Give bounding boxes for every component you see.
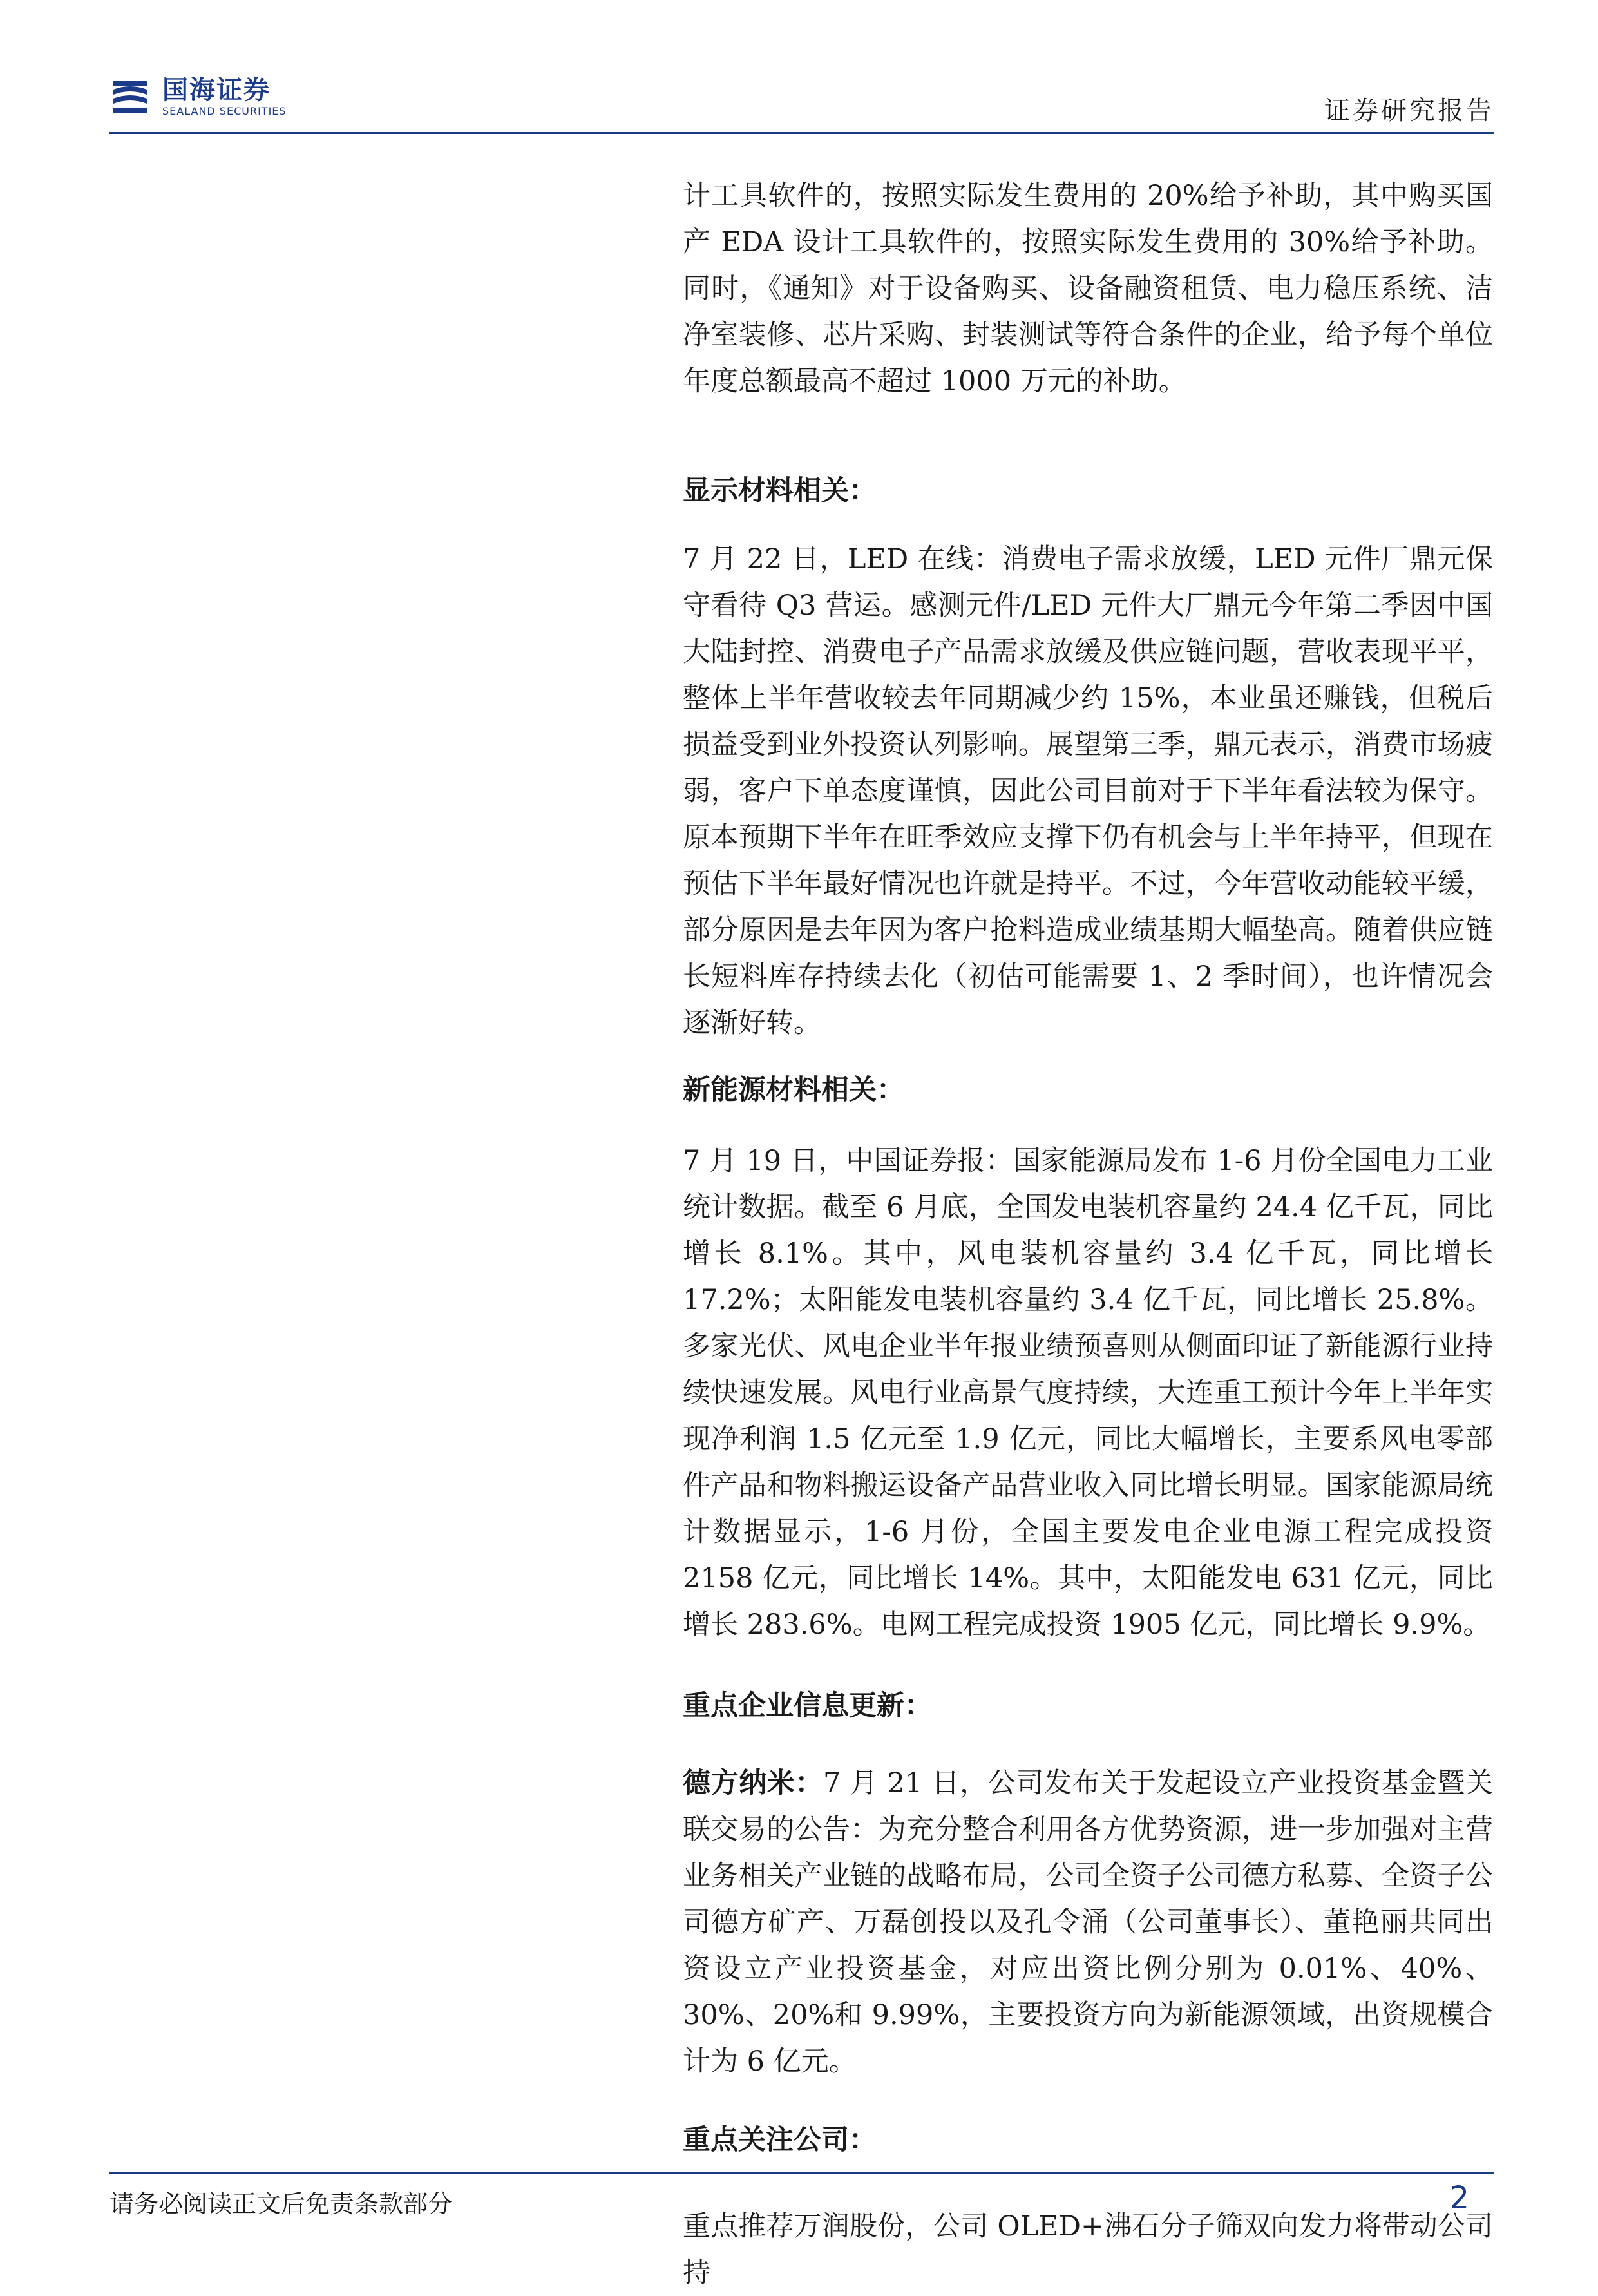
- logo-name-cn: 国海证券: [162, 75, 271, 105]
- page-number: 2: [1449, 2180, 1469, 2216]
- focus-paragraph: 重点推荐万润股份，公司 OLED+沸石分子筛双向发力将带动公司持: [683, 2210, 1493, 2289]
- main-content: [683, 173, 1493, 2296]
- company-logo: [109, 71, 287, 122]
- company-paragraph: [683, 1760, 1493, 2085]
- section-heading-company: 重点企业信息更新：: [683, 1690, 932, 1722]
- sealand-logo-icon: [109, 74, 151, 119]
- page-header: [109, 64, 1494, 135]
- section-heading-display: 显示材料相关：: [683, 475, 877, 507]
- section-heading-focus: 重点关注公司：: [683, 2124, 877, 2156]
- report-type-label: 证券研究报告: [1324, 96, 1494, 126]
- intro-paragraph: 计工具软件的，按照实际发生费用的 20%给予补助，其中购买国产 EDA 设计工具软件的，按照实际发生费用的 30%给予补助。同时，《通知》对于设备购买、设备融资租赁、电力稳压系统、洁净室装修、芯片采购、封装测试等符合条件的企业，给予每个单位年度总额最高不超过 1000 万元的补助。: [683, 180, 1493, 397]
- section-heading-energy: 新能源材料相关：: [683, 1074, 904, 1106]
- company-lead: 德方纳米：: [683, 1767, 824, 1799]
- company-paragraph-text: 7 月 21 日，公司发布关于发起设立产业投资基金暨关联交易的公告：为充分整合利用各方优势资源，进一步加强对主营业务相关产业链的战略布局，公司全资子公司德方私募、全资子公司德方矿产、万磊创投以及孔令涌（公司董事长）、董艳丽共同出资设立产业投资基金，对应出资比例分别为 0.01%、40%、30%、20%和 9.99%，主要投资方向为新能源领域，出资规模合计为 6 亿元。: [683, 1767, 1493, 2078]
- footer-divider: [109, 2172, 1494, 2174]
- header-divider: [109, 132, 1494, 134]
- logo-name-en: SEALAND SECURITIES: [162, 105, 287, 117]
- energy-paragraph: 7 月 19 日，中国证券报：国家能源局发布 1-6 月份全国电力工业统计数据。截至 6 月底，全国发电装机容量约 24.4 亿千瓦，同比增长 8.1%。其中，风电装机容量约 3.4 亿千瓦，同比增长 17.2%；太阳能发电装机容量约 3.4 亿千瓦，同比增长 25.8%。多家光伏、风电企业半年报业绩预喜则从侧面印证了新能源行业持续快速发展。风电行业高景气度持续，大连重工预计今年上半年实现净利润 1.5 亿元至 1.9 亿元，同比大幅增长，主要系风电零部件产品和物料搬运设备产品营业收入同比增长明显。国家能源局统计数据显示，1-6 月份，全国主要发电企业电源工程完成投资 2158 亿元，同比增长 14%。其中，太阳能发电 631 亿元，同比增长 283.6%。电网工程完成投资 1905 亿元，同比增长 9.9%。: [683, 1145, 1493, 1641]
- display-paragraph: 7 月 22 日，LED 在线：消费电子需求放缓，LED 元件厂鼎元保守看待 Q3 营运。感测元件/LED 元件大厂鼎元今年第二季因中国大陆封控、消费电子产品需求放缓及供应链问题，营收表现平平，整体上半年营收较去年同期减少约 15%，本业虽还赚钱，但税后损益受到业外投资认列影响。展望第三季，鼎元表示，消费市场疲弱，客户下单态度谨慎，因此公司目前对于下半年看法较为保守。原本预期下半年在旺季效应支撑下仍有机会与上半年持平，但现在预估下半年最好情况也许就是持平。不过，今年营收动能较平缓，部分原因是去年因为客户抢料造成业绩基期大幅垫高。随着供应链长短料库存持续去化（初估可能需要 1、2 季时间），也许情况会逐渐好转。: [683, 543, 1493, 1039]
- footer-disclaimer: 请务必阅读正文后免责条款部分: [109, 2190, 453, 2218]
